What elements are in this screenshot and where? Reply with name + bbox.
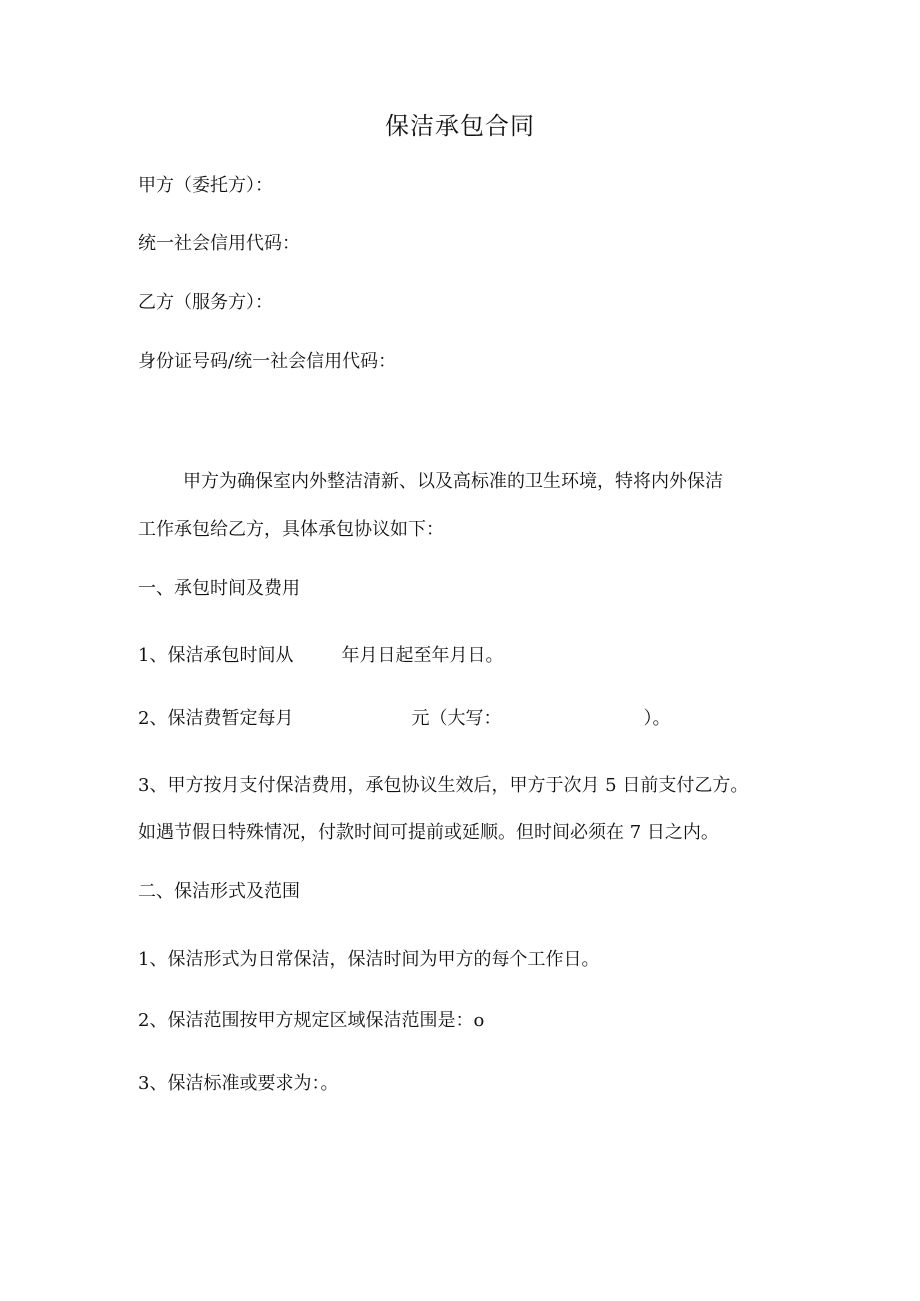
section2-heading: 二、保洁形式及范围 [138, 881, 300, 902]
intro-paragraph-line1: 甲方为确保室内外整洁清新、以及高标准的卫生环境，特将内外保洁 [183, 471, 723, 492]
party-b-label: 乙方（服务方）： [138, 292, 273, 313]
s1-item1 [138, 642, 503, 670]
s2-item2: 2、保洁范围按甲方规定区域保洁范围是：o [138, 1010, 485, 1031]
s1-item2-middle: 元（大写： [411, 708, 502, 729]
document-title: 保洁承包合同 [385, 112, 535, 140]
s1-item3-line2: 如遇节假日特殊情况，付款时间可提前或延顺。但时间必须在 7 日之内。 [138, 822, 719, 843]
s1-item2-start: 2、保洁费暂定每月 [138, 708, 294, 729]
s1-item1-start: 1、保洁承包时间从 [138, 645, 294, 666]
s2-item1: 1、保洁形式为日常保洁，保洁时间为甲方的每个工作日。 [138, 949, 600, 970]
party-a-label: 甲方（委托方）： [138, 175, 273, 196]
intro-paragraph-line2: 工作承包给乙方，具体承包协议如下： [138, 519, 444, 540]
s1-item3-line1: 3、甲方按月支付保洁费用，承包协议生效后，甲方于次月 5 日前支付乙方。 [138, 775, 749, 796]
s1-item1-end: 年月日起至年月日。 [341, 645, 504, 666]
party-a-credit-code-label: 统一社会信用代码： [138, 233, 300, 254]
party-b-id-label: 身份证号码/统一社会信用代码： [138, 351, 397, 372]
s1-item2 [138, 705, 670, 733]
s1-item2-end: ）。 [643, 708, 671, 729]
s2-item3: 3、保洁标准或要求为：。 [138, 1073, 339, 1094]
section1-heading: 一、承包时间及费用 [138, 578, 300, 599]
